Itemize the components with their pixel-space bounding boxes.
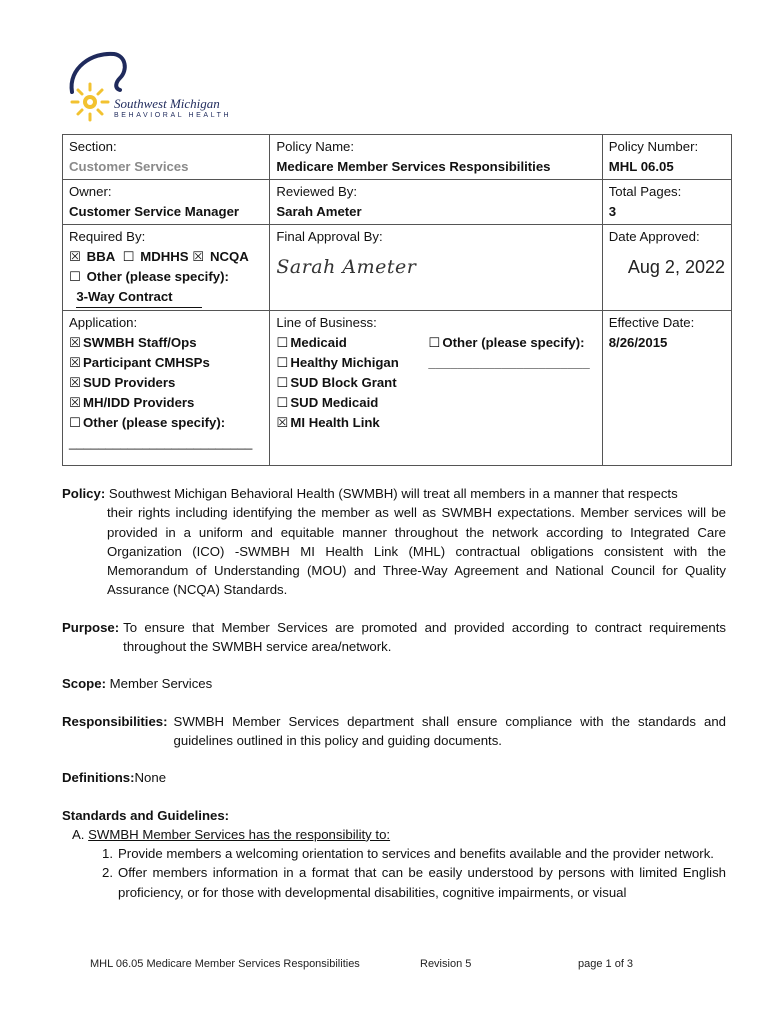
lob-checkbox[interactable]: ☐ [276, 335, 289, 350]
purpose-label: Purpose: [62, 619, 120, 635]
lob-checkbox[interactable]: ☐ [276, 375, 289, 390]
scope-text: Member Services [109, 676, 213, 692]
effective-date-cell [602, 311, 731, 466]
responsibilities-label: Responsibilities: [62, 713, 168, 729]
policy-number-value: MHL 06.05 [608, 159, 674, 174]
footer-title: MHL 06.05 Medicare Member Services Responsibilities [90, 958, 360, 970]
application-item [69, 353, 263, 373]
total-pages-value: 3 [608, 204, 617, 219]
policy-text-first: Southwest Michigan Behavioral Health (SWMBH) will treat all members in a manner that respects [108, 486, 678, 501]
effective-date-value: 8/26/2015 [608, 335, 668, 350]
line-of-business-cell [270, 311, 602, 466]
footer-revision: Revision 5 [420, 958, 472, 970]
logo-subtitle: BEHAVIORAL HEALTH [114, 112, 232, 119]
reviewed-label: Reviewed By: [276, 184, 358, 199]
owner-label: Owner: [69, 184, 112, 199]
logo-name: Southwest Michigan [114, 96, 220, 111]
standards-section [62, 806, 726, 902]
policy-body [62, 484, 726, 902]
lob-checkbox[interactable]: ☐ [276, 355, 289, 370]
list-item [102, 844, 726, 863]
section-a-text: SWMBH Member Services has the responsibility to: [88, 826, 391, 842]
lob-checkbox[interactable]: ☐ [276, 395, 289, 410]
reviewed-value: Sarah Ameter [276, 204, 362, 219]
application-item-label: Participant CMHSPs [83, 355, 210, 370]
lob-item-label: Healthy Michigan [290, 355, 399, 370]
purpose-paragraph [62, 618, 726, 657]
list-item-number: 2. [102, 865, 113, 881]
lob-item [276, 413, 595, 433]
lob-checkbox[interactable]: ☒ [276, 415, 289, 430]
reviewed-cell [270, 180, 602, 225]
required-other-row [69, 267, 263, 287]
date-approved-value: Aug 2, 2022 [627, 257, 725, 277]
definitions-label: Definitions: [62, 770, 135, 786]
application-item-label: SUD Providers [83, 375, 176, 390]
policy-name-cell [270, 135, 602, 180]
responsibilities-text: SWMBH Member Services department shall ensure compliance with the standards and guidelines outlined in this policy and guiding documents. [173, 713, 726, 748]
definitions-text: None [134, 770, 167, 786]
policy-paragraph [62, 484, 726, 600]
section-cell [63, 135, 270, 180]
date-approved-cell [602, 225, 731, 311]
lob-item [276, 393, 595, 413]
final-approval-label: Final Approval By: [276, 229, 383, 244]
required-by-label: Required By: [69, 229, 146, 244]
application-other-blank: _________________________ [69, 435, 253, 450]
lob-other [428, 333, 589, 373]
total-pages-label: Total Pages: [608, 184, 682, 199]
policy-number-label: Policy Number: [608, 139, 699, 154]
application-item-label: Other (please specify): [83, 415, 226, 430]
policy-text-rest: their rights including identifying the member as well as SWMBH expectations. Member services will be provided in a uniform and equitable manner throughout the network according to Integrated Care Organization (ICO) -SWMBH MI Health Link (MHL) contractual obligations consistent with the Memorandum of Understanding (MOU) and Three-Way Agreement and National Council for Quality Assurance (NCQA) Standards. [107, 505, 726, 598]
date-approved-label: Date Approved: [608, 229, 700, 244]
bba-checkbox[interactable]: ☒ [69, 249, 81, 264]
policy-name-label: Policy Name: [276, 139, 355, 154]
lob-item-label: SUD Medicaid [290, 395, 379, 410]
mdhhs-label: MDHHS [140, 249, 189, 264]
required-by-options [69, 247, 263, 267]
definitions-paragraph [62, 768, 726, 787]
list-item-number: 1. [102, 846, 113, 862]
owner-cell [63, 180, 270, 225]
effective-date-label: Effective Date: [608, 315, 695, 330]
ncqa-checkbox[interactable]: ☒ [192, 249, 205, 264]
scope-paragraph [62, 674, 726, 693]
standards-list [102, 844, 726, 902]
responsibilities-paragraph [62, 712, 726, 751]
application-cell [63, 311, 270, 466]
policy-header-table [62, 134, 732, 466]
list-item-text: Offer members information in a format that can be easily understood by persons with limited English proficiency, or for those with developmental disabilities, cognitive impairments, or visual [118, 865, 726, 900]
application-item [69, 413, 263, 433]
lob-item-label: SUD Block Grant [290, 375, 397, 390]
section-value: Customer Services [69, 159, 189, 174]
application-item-label: SWMBH Staff/Ops [83, 335, 197, 350]
application-item [69, 373, 263, 393]
lob-item-label: MI Health Link [290, 415, 380, 430]
scope-label: Scope: [62, 676, 106, 692]
final-approval-cell [270, 225, 602, 311]
purpose-text: To ensure that Member Services are promoted and provided according to contract requirements throughout the SWMBH service area/network. [123, 619, 726, 655]
approval-signature: Sarah Ameter [276, 256, 417, 278]
section-label: Section: [69, 139, 117, 154]
standards-heading: Standards and Guidelines: [62, 807, 230, 823]
required-other-label: Other (please specify): [86, 269, 229, 284]
application-checkbox[interactable]: ☒ [69, 375, 81, 390]
ncqa-label: NCQA [209, 249, 249, 264]
application-checkbox[interactable]: ☒ [69, 355, 81, 370]
section-a-heading [72, 825, 726, 844]
application-checkbox[interactable]: ☐ [69, 415, 81, 430]
lob-other-checkbox[interactable]: ☐ [428, 335, 441, 350]
application-label: Application: [69, 315, 138, 330]
policy-label: Policy: [62, 486, 106, 501]
list-item [102, 863, 726, 902]
application-item [69, 333, 263, 353]
lob-other-label: Other (please specify): [442, 335, 585, 350]
bba-label: BBA [86, 249, 116, 264]
line-of-business-label: Line of Business: [276, 315, 377, 330]
lob-item [276, 373, 595, 393]
organization-logo [62, 48, 252, 126]
owner-value: Customer Service Manager [69, 204, 240, 219]
mdhhs-checkbox[interactable]: ☐ [122, 249, 135, 264]
section-a-marker: A. [72, 826, 85, 842]
required-other-value: 3-Way Contract [76, 287, 202, 308]
application-item [69, 393, 263, 413]
application-checkbox[interactable]: ☒ [69, 395, 81, 410]
required-other-checkbox[interactable]: ☐ [69, 269, 81, 284]
total-pages-cell [602, 180, 731, 225]
application-item-label: MH/IDD Providers [83, 395, 195, 410]
lob-other-blank: ______________________ [428, 355, 590, 370]
policy-name-value: Medicare Member Services Responsibilities [276, 159, 551, 174]
application-checkbox[interactable]: ☒ [69, 335, 81, 350]
list-item-text: Provide members a welcoming orientation to services and benefits available and the provider network. [118, 846, 714, 862]
footer-page-number: page 1 of 3 [578, 958, 634, 970]
required-by-cell [63, 225, 270, 311]
policy-number-cell [602, 135, 731, 180]
required-other-value-row [69, 287, 263, 308]
lob-item-label: Medicaid [290, 335, 347, 350]
